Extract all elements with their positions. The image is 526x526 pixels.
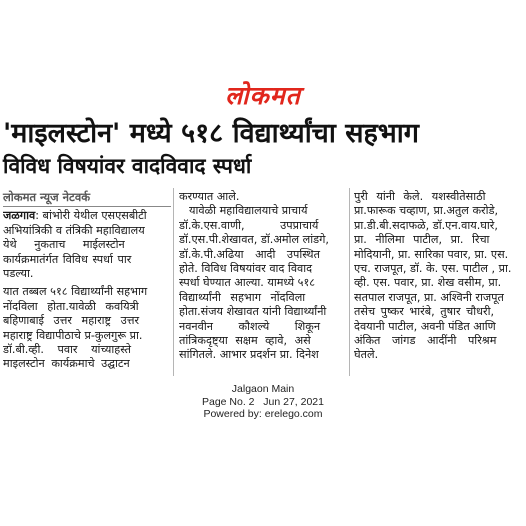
paragraph-line: पडल्या. [3, 267, 34, 281]
newspaper-masthead: लोकमत [225, 81, 301, 110]
paragraph-line: यावेळी महाविद्यालयाचे प्राचार्य [189, 204, 308, 218]
paragraph-line: व्ही. एस. पवार, प्रा. शेख वसीम, प्रा. [354, 276, 502, 290]
paragraph-line: अभियांत्रिकी व तंत्रिकी महाविद्यालय [3, 223, 145, 237]
paragraph-line: एच. राजपूत, डॉ. के. एस. पाटील , प्रा. [354, 262, 512, 276]
article-headline: 'माइलस्टोन' मध्ये ५१८ विद्यार्थ्यांचा सहभाग [3, 118, 419, 149]
paragraph-line: प्रा. नीलिमा पाटील, प्रा. रिचा [354, 233, 490, 247]
paragraph-line: प्रा.फारूक चव्हाण, प्रा.अतुल करोडे, [354, 204, 499, 218]
paragraph-line: नवनवीन कौशल्ये शिकून [179, 319, 321, 333]
paragraph-line: महाराष्ट्र विद्यापीठाचे प्र-कुलगुरू प्रा. [3, 328, 143, 342]
paragraph-line: तसेच पुष्कर भारंबे, तुषार चौधरी, [354, 305, 495, 319]
paragraph-line: कार्यक्रमातंर्गत विविध स्पर्धा पार [3, 252, 132, 266]
paragraph-line: होते. विविध विषयांवर वाद विवाद [179, 262, 313, 276]
page-and-date: Page No. 2 Jun 27, 2021 [201, 395, 324, 408]
paragraph-line: करण्यात आले. [179, 190, 240, 203]
paragraph-line: विद्यार्थ्यांनी सहभाग नोंदविला [179, 290, 306, 304]
paragraph-line: होता.संजय शेखावत यांनी विद्यार्थ्यांनी [179, 305, 327, 319]
article-column-2 [179, 190, 344, 363]
paragraph-line: प्रा.डी.बी.सदाफळे, डॉ.एन.वाय.घारे, [354, 218, 498, 232]
paragraph-line: मोदियानी, प्रा. सारिका पवार, प्रा. एस. [354, 247, 509, 261]
paragraph-line: डॉ.बी.व्ही. पवार यांच्याहस्ते [3, 343, 131, 357]
powered-by-credit: Powered by: erelego.com [203, 408, 323, 420]
article-dateline: जळगाव [3, 209, 36, 223]
clipping-footer [0, 383, 526, 421]
article-byline: लोकमत न्यूज नेटवर्क [3, 190, 91, 204]
paragraph-line: यात तब्बल ५१८ विद्यार्थ्यांनी सहभाग [3, 285, 148, 299]
paragraph-line: सतपाल राजपूत, प्रा. अश्विनी राजपूत [354, 290, 504, 304]
paragraph-line: घेतले. [354, 348, 379, 362]
paragraph-line: जळगाव: बांभोरी येथील एसएसबीटी [3, 209, 147, 223]
paragraph-line: येथे नुकताच माईलस्टोन [3, 238, 125, 252]
paragraph-2 [3, 285, 171, 371]
paragraph-line: माइलस्टोन कार्यक्रमाचे उद्घाटन [3, 357, 130, 371]
edition-name: Jalgaon Main [231, 383, 295, 395]
paragraph-line: बहिणाबाई उत्तर महाराष्ट्र उत्तर [3, 314, 140, 328]
paragraph-line: सांगितले. आभार प्रदर्शन प्रा. दिनेश [179, 348, 319, 362]
paragraph-line: अंकित जांगड आदींनी परिश्रम [354, 334, 497, 348]
paragraph-line: देवयानी पाटील, अवनी पंडित आणि [354, 319, 496, 333]
paragraph-line: स्पर्धा घेण्यात आल्या. यामध्ये ५१८ [179, 276, 316, 290]
paragraph-line: डॉ.के.एस.वाणी, उपप्राचार्य [179, 218, 319, 232]
byline-divider [3, 206, 171, 207]
article-subheadline: विविध विषयांवर वादविवाद स्पर्धा [3, 154, 252, 178]
paragraph-line: तांत्रिकदृष्ट्या सक्षम व्हावे, असे [179, 334, 311, 348]
column-divider [173, 188, 174, 376]
paragraph-line: डॉ.के.पी.अढिया आदी उपस्थित [179, 247, 320, 261]
article-column-1 [3, 190, 171, 372]
paragraph-line: नोंदविला होता.यावेळी कवयित्री [3, 299, 139, 313]
paragraph-line: डॉ.एस.पी.शेखावत, डॉ.अमोल लांडगे, [179, 233, 329, 247]
paragraph-line: पुरी यांनी केले. यशस्वीतेसाठी [354, 190, 486, 203]
column-divider [349, 188, 350, 376]
paragraph-1 [3, 209, 171, 281]
article-column-3 [354, 190, 522, 363]
